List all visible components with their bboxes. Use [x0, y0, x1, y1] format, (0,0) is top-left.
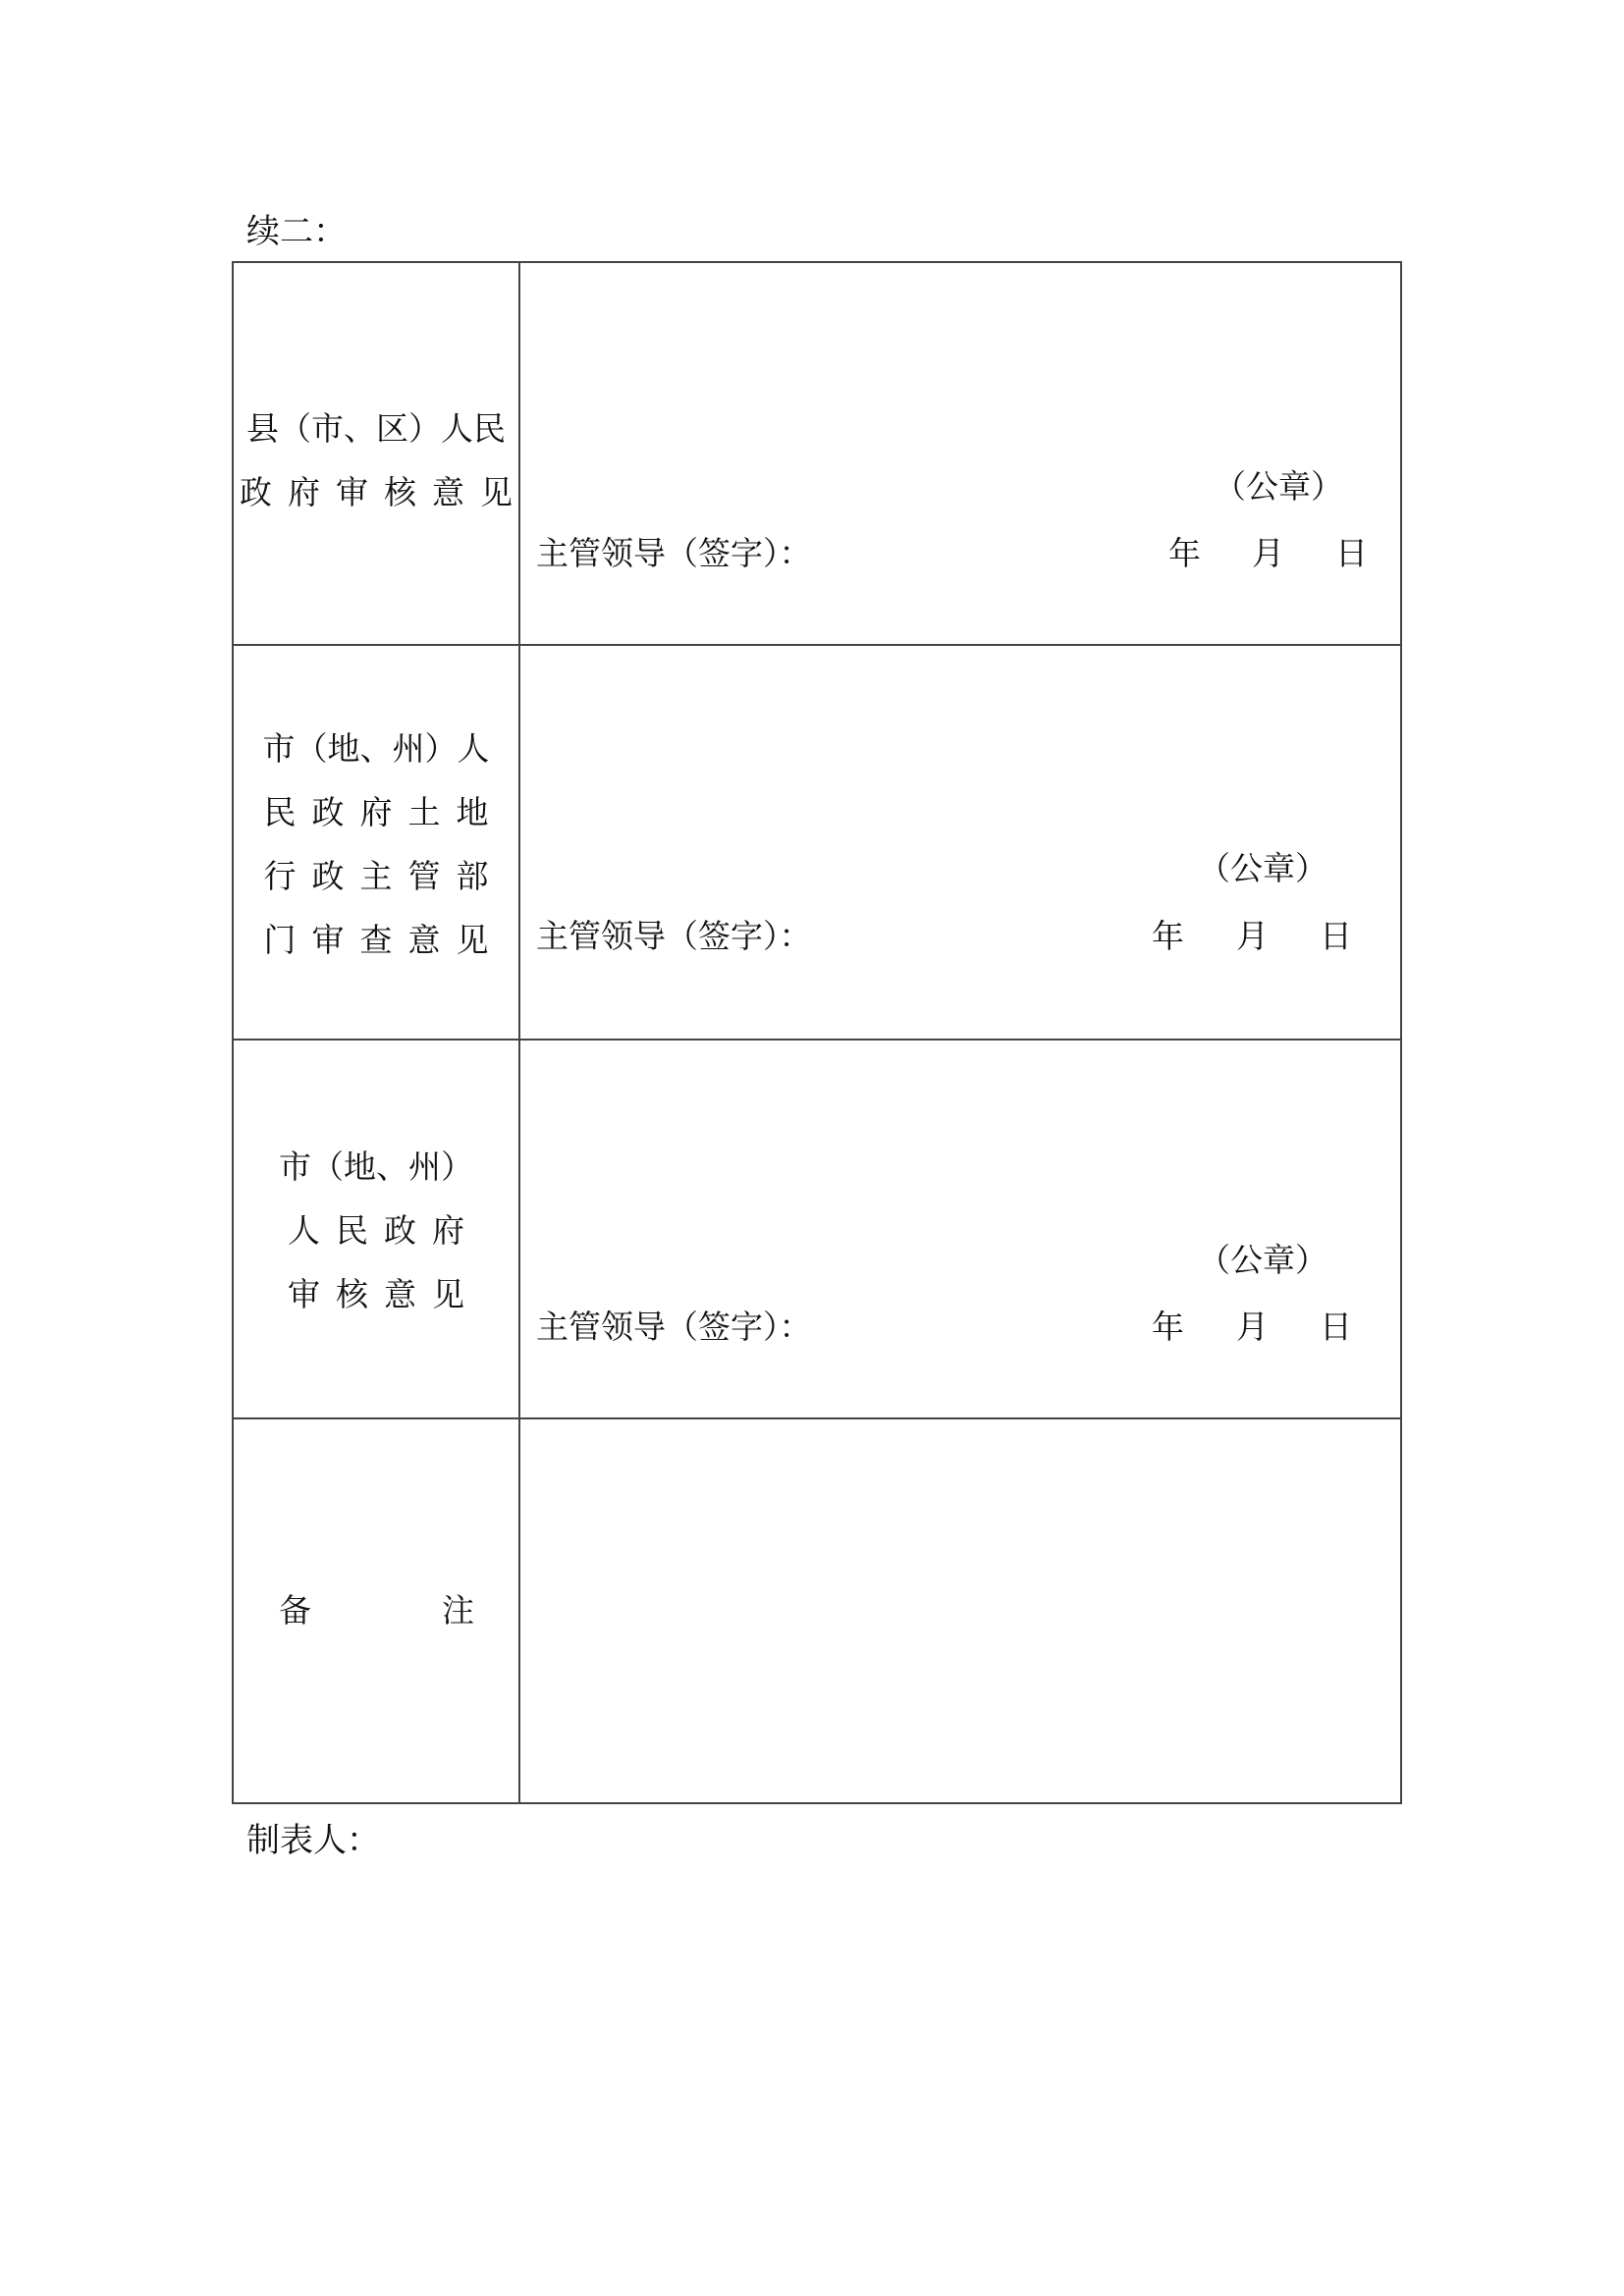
seal-label: （公章） — [1214, 467, 1343, 506]
table-row — [233, 1040, 1401, 1418]
label-line: 行政主管部 — [263, 857, 505, 895]
remarks-char: 注 — [442, 1591, 474, 1629]
label-line: 市（地、州）人 — [262, 729, 490, 768]
remarks-label-cell — [233, 1418, 519, 1803]
label-line: 审核意见 — [288, 1275, 480, 1313]
city-review-opinion-cell[interactable] — [519, 1040, 1401, 1418]
day-label: 日 — [1335, 534, 1368, 572]
leader-signature-label: 主管领导（签字）： — [536, 534, 812, 572]
leader-signature-label: 主管领导（签字）： — [536, 1308, 812, 1346]
label-line: 人民政府 — [288, 1211, 480, 1250]
day-label: 日 — [1320, 917, 1352, 955]
table-row — [233, 262, 1401, 645]
label-line: 民政府土地 — [263, 793, 505, 831]
continuation-label: 续二： — [246, 212, 347, 251]
year-label: 年 — [1168, 534, 1201, 572]
year-label: 年 — [1152, 1308, 1184, 1346]
seal-label: （公章） — [1198, 849, 1327, 887]
land-admin-label — [234, 717, 518, 972]
preparer-label: 制表人： — [246, 1821, 380, 1860]
seal-label: （公章） — [1198, 1241, 1327, 1279]
county-review-label-cell — [233, 262, 528, 645]
city-review-label-cell — [233, 1040, 519, 1418]
month-label: 月 — [1236, 917, 1269, 955]
remarks-char: 备 — [279, 1591, 311, 1629]
leader-signature-label: 主管领导（签字）： — [536, 917, 812, 955]
label-line: 门审查意见 — [263, 921, 505, 959]
year-label: 年 — [1152, 917, 1184, 955]
land-admin-label-cell — [233, 645, 519, 1040]
month-label: 月 — [1236, 1308, 1269, 1346]
approval-form-table — [232, 261, 1402, 1804]
day-label: 日 — [1320, 1308, 1352, 1346]
county-review-opinion-cell[interactable] — [519, 262, 1401, 645]
land-admin-opinion-cell[interactable] — [519, 645, 1401, 1040]
month-label: 月 — [1252, 534, 1284, 572]
table-row — [233, 645, 1401, 1040]
label-line: 县（市、区）人民 — [246, 409, 506, 448]
city-review-label — [234, 1135, 518, 1326]
county-review-label — [234, 397, 528, 524]
table-row — [233, 1418, 1401, 1803]
label-line: 市（地、州） — [279, 1148, 473, 1186]
label-line: 政府审核意见 — [240, 473, 528, 511]
remarks-content-cell[interactable] — [519, 1418, 1401, 1803]
